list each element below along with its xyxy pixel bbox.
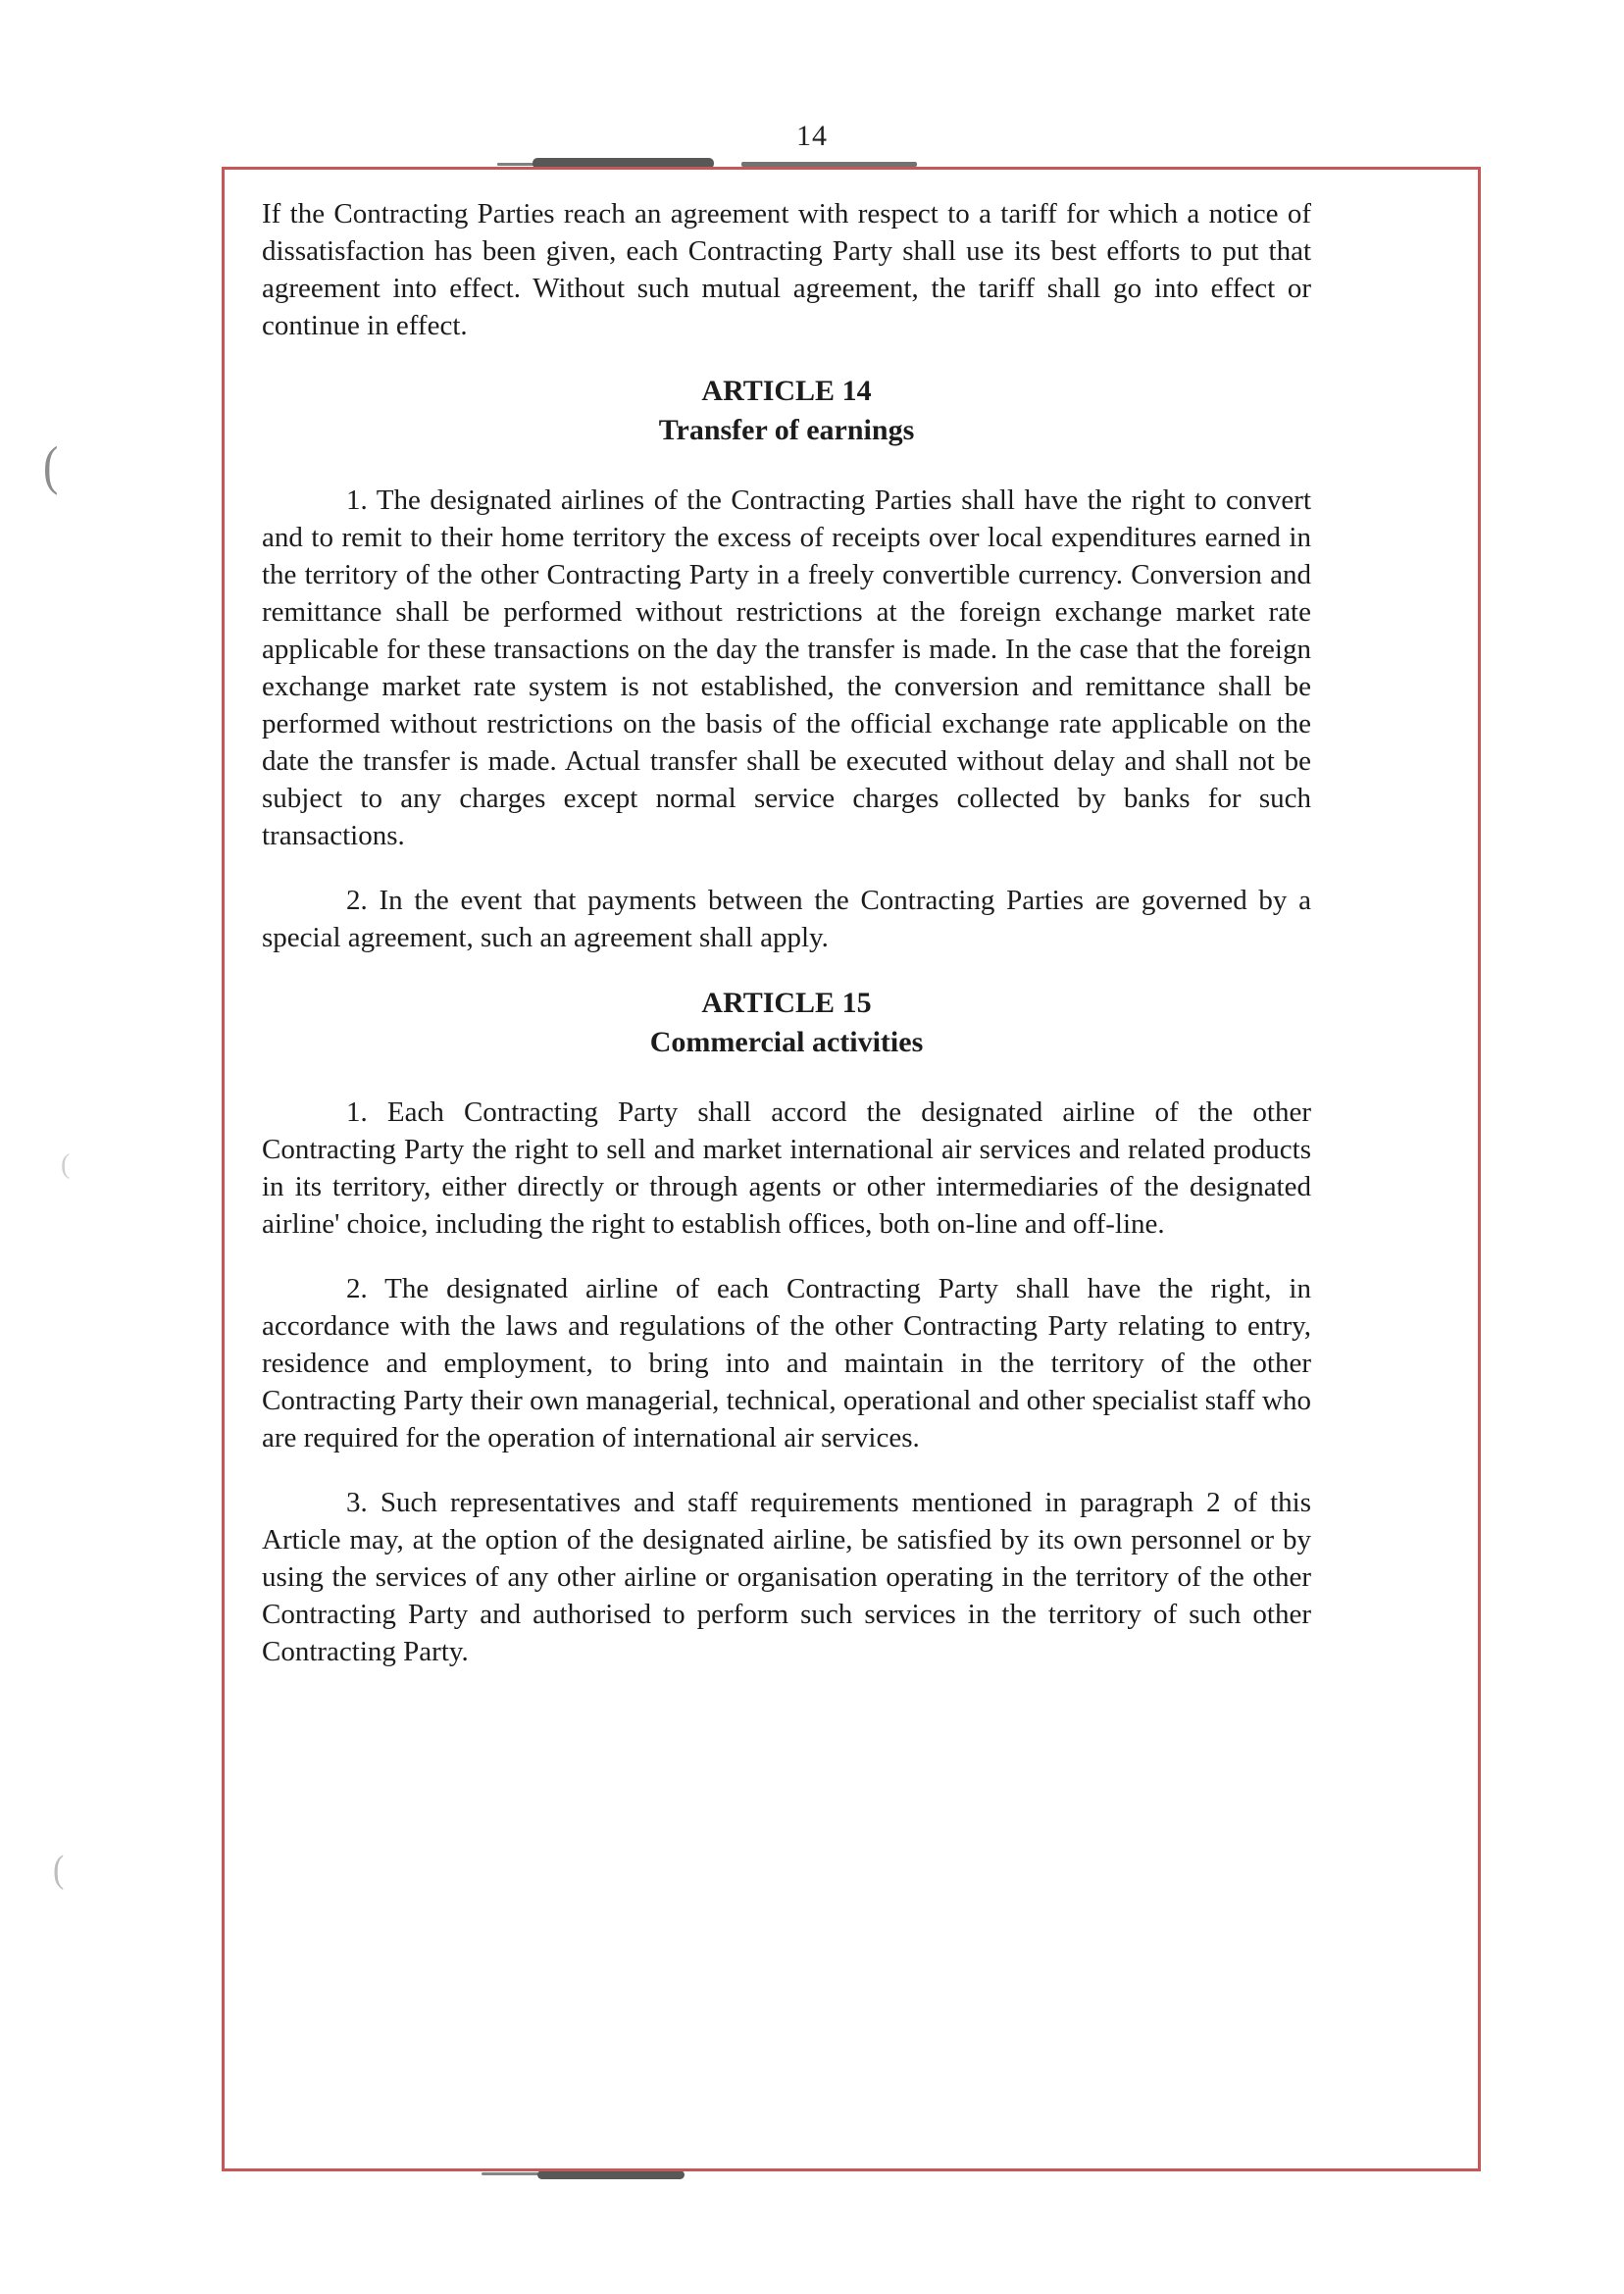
intro-paragraph: If the Contracting Parties reach an agreement with respect to a tariff for which a notice of dissatisfaction has been given, each Contracting Party shall use its best efforts to put that agreement into effect. Without such mutual agreement, the tariff shall go into effect or continue in effect. [262,198,1311,341]
page-border-inner [222,167,1481,2171]
scan-artifact-paren-1: ( [43,434,59,496]
article-14-paragraph-2: 2. In the event that payments between the Contracting Parties are governed by a special agreement, such an agreement shall apply. [262,885,1311,953]
article-15-paragraph-1: 1. Each Contracting Party shall accord the designated airline of the other Contracting Party the right to sell and market international air services and related products in its territory, either directly or through agents or other intermediaries of the designated airline' choice, including the right to establish offices, both on-line and off-line. [262,1096,1311,1240]
article-14-heading [262,372,1311,450]
article-15-title: ARTICLE 15 [701,987,872,1019]
article-14-subtitle: Transfer of earnings [658,414,915,446]
article-15-paragraph-3: 3. Such representatives and staff requirements mentioned in paragraph 2 of this Article may, at the option of the designated airline, be satisfied by its own personnel or by using the services of any other airline or organisation operating in the territory of the other Contracting Party and authorised to perform such services in the territory of such other Contracting Party. [262,1487,1311,1667]
document-content [225,170,1478,2168]
scan-artifact-paren-3: ( [53,1849,65,1891]
scan-artifact-paren-2: ( [61,1149,71,1180]
page-number: 14 [796,120,828,152]
article-14-paragraph-1: 1. The designated airlines of the Contracting Parties shall have the right to convert and to remit to their home territory the excess of receipts over local expenditures earned in the territory of the other Contracting Party in a freely convertible currency. Conversion and remittance shall be performed without restrictions at the foreign exchange market rate applicable for these transactions on the day the transfer is made. In the case that the foreign exchange market rate system is not established, the conversion and remittance shall be performed without restrictions on the basis of the official exchange rate applicable on the date the transfer is made. Actual transfer shall be executed without delay and shall not be subject to any charges except normal service charges collected by banks for such transactions. [262,484,1311,851]
article-15-subtitle: Commercial activities [649,1026,924,1058]
scan-smudge-bottom [537,2170,685,2179]
page-border-frame [214,159,1489,2179]
article-14-title: ARTICLE 14 [701,375,872,407]
article-15-paragraph-2: 2. The designated airline of each Contracting Party shall have the right, in accordance with the laws and regulations of the other Contracting Party relating to entry, residence and employment, to bring into and maintain in the territory of the other Contracting Party their own managerial, technical, operational and other specialist staff who are required for the operation of international air services. [262,1273,1311,1453]
article-15-heading [262,984,1311,1062]
